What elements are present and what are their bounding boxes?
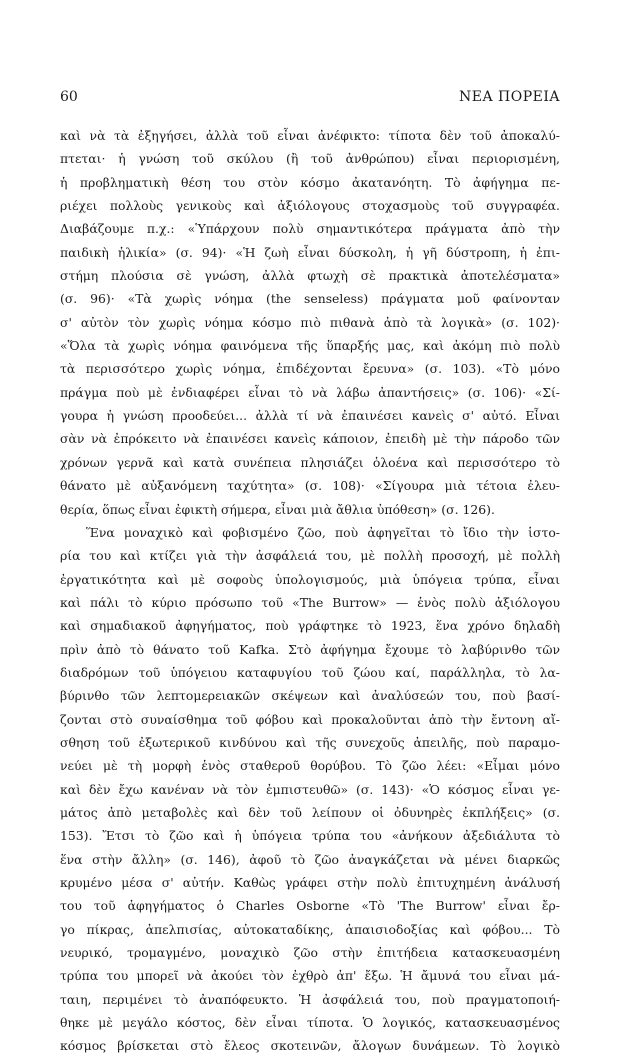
text-line: καὶ σημαδιακοῦ ἀφηγήματος, ποὺ γράφτηκε τὸ 1923, ἕνα χρόνο δηλαδὴ [60, 618, 560, 634]
page-number: 60 [60, 89, 78, 105]
text-line: τὰ περισσότερο χωρὶς νόημα, ἐπιδέχονται ἔρευνα» (σ. 103). «Τὸ μόνο [60, 361, 560, 377]
text-line: ζονται στὸ συναίσθημα τοῦ φόβου καὶ προκαλοῦνται ἀπὸ τὴν ἔντονη αἴ- [60, 711, 560, 727]
text-line: σὰν νὰ ἐπρόκειτο νὰ ἐπαινέσει κανεὶς κάποιον, ἐπειδὴ μὲ τὴν πάροδο τῶν [60, 431, 560, 447]
text-line: ἡ προβληματικὴ θέση του στὸν κόσμο ἀκατανόητη. Τὸ ἀφήγημα πε- [60, 174, 560, 190]
text-line: καὶ πάλι τὸ κύριο πρόσωπο τοῦ «The Burrow» — ἑνὸς πολὺ ἀξιόλογου [60, 594, 560, 610]
text-line: «Ὅλα τὰ χωρὶς νόημα φαινόμενα τῆς ὕπαρξής μας, καὶ ἀκόμη πιὸ πολὺ [60, 338, 560, 354]
text-line: μάτος ἀπὸ μεταβολὲς καὶ δὲν τοῦ λείπουν οἱ ὀδυνηρὲς ἐκπλήξεις» (σ. [60, 804, 560, 820]
text-line: διαδρόμων τοῦ ὑπόγειου καταφυγίου τοῦ ζώου καί, παράλληλα, τὸ λα- [60, 664, 560, 680]
text-line: 153). Ἔτσι τὸ ζῶο καὶ ἡ ὑπόγεια τρύπα του «ἀνήκουν ἀξεδιάλυτα τὸ [60, 828, 560, 844]
text-line: Διαβάζουμε π.χ.: «Ὑπάρχουν πολὺ σημαντικότερα πράγματα ἀπὸ τὴν [60, 221, 560, 237]
text-line: τρύπα του μπορεῖ νὰ ἀκούει τὸν ἐχθρὸ ἀπ' ἔξω. Ἡ ἄμυνά του εἶναι μά- [60, 968, 560, 984]
text-line: ἕνα στὴν ἄλλη» (σ. 146), ἀφοῦ τὸ ζῶο ἀναγκάζεται νὰ μένει διαρκῶς [60, 851, 560, 867]
text-line: χρόνων γερνᾶ καὶ κατὰ συνέπεια πλησιάζει ὁλοένα καὶ περισσότερο τὸ [60, 454, 560, 470]
text-line: (σ. 96)· «Τὰ χωρὶς νόημα (the senseless) πράγματα μοῦ φαίνονταν [60, 291, 560, 307]
text-line: ριέχει πολλοὺς γενικοὺς καὶ ἀξιόλογους στοχασμοὺς τοῦ συγγραφέα. [60, 198, 560, 214]
text-line: ταιη, περιμένει τὸ ἀναπόφευκτο. Ἡ ἀσφάλειά του, ποὺ πραγματοποιή- [60, 991, 560, 1007]
text-line: πράγμα ποὺ μὲ ἐνδιαφέρει εἶναι τὸ νὰ λάβω ἀπαντήσεις» (σ. 106)· «Σί- [60, 384, 560, 400]
text-line: καὶ νὰ τὰ ἐξηγήσει, ἀλλὰ τοῦ εἶναι ἀνέφικτο: τίποτα δὲν τοῦ ἀποκαλύ- [60, 128, 560, 143]
text-line: σ' αὐτὸν τὸν χωρὶς νόημα κόσμο πιὸ πιθανὰ ἀπὸ τὰ λογικὰ» (σ. 102)· [60, 314, 560, 330]
text-line: πτεται· ἡ γνώση τοῦ σκύλου (ἢ τοῦ ἀνθρώπου) εἶναι περιορισμένη, [60, 151, 560, 167]
running-head: ΝΕΑ ΠΟΡΕΙΑ [459, 89, 560, 105]
text-line: του τοῦ ἀφηγήματος ὁ Charles Osborne «Τὸ 'The Burrow' εἶναι ἔρ- [60, 898, 560, 914]
text-line: κρυμένο μέσα σ' αὐτήν. Καθὼς γράφει στὴν πολὺ ἐπιτυχημένη ἀνάλυσή [60, 875, 560, 890]
text-line: θηκε μὲ μεγάλο κόστος, δὲν εἶναι τίποτα. Ὁ λογικός, κατασκευασμένος [60, 1015, 560, 1031]
text-line: κόσμος βρίσκεται στὸ ἔλεος σκοτεινῶν, ἄλογων δυνάμεων. Τὸ λογικὸ [60, 1038, 560, 1054]
text-line: γουρα ἡ γνώση προοδεύει... ἀλλὰ τί νὰ ἐπαινέσει κανεὶς σ' αὐτό. Εἶναι [60, 408, 560, 424]
body-text [60, 124, 560, 1058]
text-line: ἐργατικότητα καὶ μὲ σοφοὺς ὑπολογισμούς, μιὰ ὑπόγεια τρύπα, εἶναι [60, 571, 560, 587]
page-header [60, 89, 560, 109]
text-line: γο πίκρας, ἀπελπισίας, αὐτοκαταδίκης, ἀπαισιοδοξίας καὶ φόβου... Τὸ [60, 921, 560, 937]
text-line: καὶ δὲν ἔχω κανέναν νὰ τὸν ἐμπιστευθῶ» (σ. 143)· «Ὁ κόσμος εἶναι γε- [60, 781, 560, 797]
text-line: παιδικὴ ἡλικία» (σ. 94)· «Ἡ ζωὴ εἶναι δύσκολη, ἡ γῆ δύστροπη, ἡ ἐπι- [60, 244, 560, 260]
text-line: νευρικό, τρομαγμένο, μοναχικὸ ζῶο στὴν ἐπιτήδεια κατασκευασμένη [60, 945, 560, 961]
paragraph-start-line: Ἕνα μοναχικὸ καὶ φοβισμένο ζῶο, ποὺ ἀφηγεῖται τὸ ἴδιο τὴν ἱστο- [86, 524, 560, 540]
text-line: βύρινθο τῶν λεπτομερειακῶν σκέψεων καὶ ἀναλύσεών του, ποὺ βασί- [60, 688, 560, 704]
text-line: θερία, ὅπως εἶναι ἐφικτὴ σήμερα, εἶναι μιὰ ἄθλια ὑπόθεση» (σ. 126). [60, 501, 495, 517]
text-line: νεύει μὲ τὴ μορφὴ ἑνὸς σταθεροῦ θορύβου. Τὸ ζῶο λέει: «Εἶμαι μόνο [60, 758, 560, 774]
text-line: σθηση τοῦ ἐξωτερικοῦ κινδύνου καὶ τῆς συνεχοῦς ἀπειλῆς, ποὺ παραμο- [60, 734, 560, 750]
text-line: ρία του καὶ κτίζει γιὰ τὴν ἀσφάλειά του, μὲ πολλὴ προσοχή, μὲ πολλὴ [60, 548, 560, 564]
text-line: θάνατο μὲ αὐξανόμενη ταχύτητα» (σ. 108)· «Σίγουρα μιὰ τέτοια ἐλευ- [60, 478, 560, 494]
text-line: πρὶν ἀπὸ τὸ θάνατο τοῦ Kafka. Στὸ ἀφήγημα ἔχουμε τὸ λαβύρινθο τῶν [60, 641, 560, 657]
text-line: στήμη πλούσια σὲ γνώση, ἀλλὰ φτωχὴ σὲ πρακτικὰ ἀποτελέσματα» [60, 268, 560, 284]
